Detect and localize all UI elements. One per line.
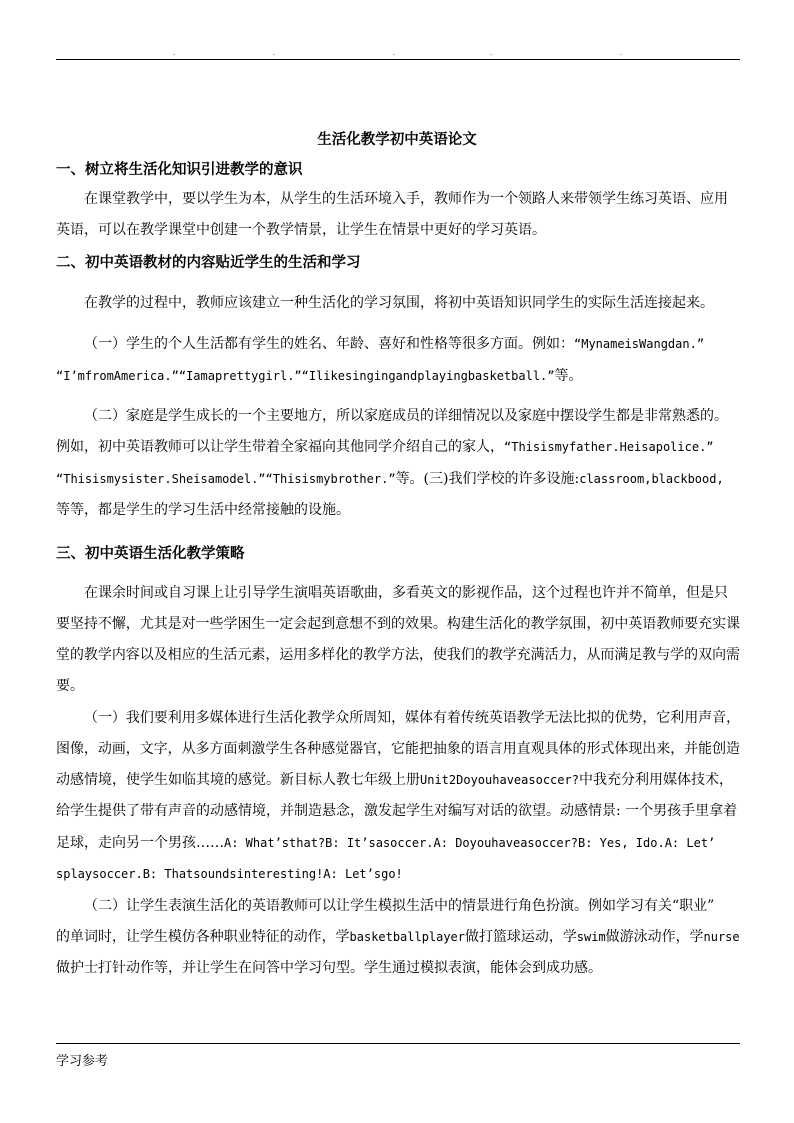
- text-run: 动感情境，使学生如临其境的感觉。新目标人教七年级上册: [56, 772, 420, 788]
- header-dot: .: [393, 49, 396, 57]
- header-dot: .: [620, 49, 623, 57]
- english-word: swim: [576, 930, 606, 944]
- text-run: 等。(三)我们学校的许多设施:: [395, 471, 580, 487]
- english-dialogue: splaysoccer.B: Thatsoundsinteresting!A: Let’sgo!: [56, 867, 403, 881]
- paragraph-line: 做护士打针动作等，并让学生在问答中学习句型。学生通过模拟表演，能体会到成功感。: [56, 960, 602, 976]
- paragraph-line: 给学生提供了带有声音的动感情境，并制造悬念，激发起学生对编写对话的欲望。动感情景: 一个男孩手里拿着: [56, 803, 738, 819]
- paragraph-line: [56, 469, 724, 489]
- header-rule: [56, 59, 740, 60]
- paragraph-line: 要。: [56, 678, 84, 694]
- english-example: “I’mfromAmerica.”“Iamaprettygirl.”“Ilikesingingandplayingbasketball.”: [56, 369, 555, 383]
- document-title: 生活化教学初中英语论文: [317, 132, 477, 148]
- english-example: “MynameisWangdan.”: [574, 337, 705, 351]
- english-example: Unit2Doyouhaveasoccer?: [420, 773, 579, 787]
- paragraph-line: 英语，可以在教学课堂中创建一个教学情景，让学生在情景中更好的学习英语。: [56, 222, 546, 238]
- paragraph-line: 在课余时间或自习课上让引导学生演唱英语歌曲，多看英文的影视作品，这个过程也许并不简单，但是只: [84, 585, 728, 601]
- paragraph-line: （二）让学生表演生活化的英语教师可以让学生模拟生活中的情景进行角色扮演。例如学习有关“职业”: [84, 898, 715, 914]
- text-run: 足球，走向另一个男孩……: [56, 835, 224, 851]
- paragraph-line: [56, 770, 733, 790]
- header-dot: .: [173, 49, 176, 57]
- text-run: 等。: [554, 368, 583, 384]
- paragraph-line: [56, 927, 740, 947]
- paragraph-line: （一）我们要利用多媒体进行生活化教学众所周知，媒体有着传统英语教学无法比拟的优势，它利用声音，: [84, 710, 741, 726]
- english-dialogue: A: What’sthat?B: It’sasoccer.A: Doyouhaveasoccer?B: Yes, Ido.A: Let’: [224, 836, 716, 850]
- text-run: 的单词时，让学生模仿各种职业特征的动作，学: [56, 929, 350, 945]
- paragraph-line: 图像，动画，文字，从多方面刺激学生各种感觉器官，它能把抽象的语言用直观具体的形式体现出来，并能创造: [56, 741, 741, 757]
- paragraph-line: [56, 437, 714, 457]
- section-heading-3: 三、初中英语生活化教学策略: [56, 546, 245, 562]
- english-word: nurse: [703, 930, 740, 944]
- text-run: 例如，初中英语教师可以让学生带着全家福向其他同学介绍自己的家人，: [56, 439, 504, 455]
- english-example: “Thisismysister.Sheisamodel.”“Thisismybrother.”: [56, 472, 396, 486]
- section-heading-2: 二、初中英语教材的内容贴近学生的生活和学习: [56, 255, 361, 271]
- paragraph-line: 在教学的过程中，教师应该建立一种生活化的学习氛围，将初中英语知识同学生的实际生活连接起来。: [84, 295, 714, 311]
- section-heading-1: 一、树立将生活化知识引进教学的意识: [56, 162, 303, 178]
- text-run: （一）学生的个人生活都有学生的姓名、年龄、喜好和性格等很多方面。例如：: [84, 336, 574, 352]
- paragraph-line: 堂的教学内容以及相应的生活元素，运用多样化的教学方法，使我们的教学充满活力，从而满足教与学的双向需: [56, 647, 741, 663]
- paragraph-line: 等等，都是学生的学习生活中经常接触的设施。: [56, 502, 350, 518]
- paragraph-line: [56, 833, 715, 853]
- header-dot: .: [490, 49, 493, 57]
- text-run: 做游泳动作，学: [605, 929, 704, 945]
- paragraph-line: [84, 334, 704, 354]
- header-dot: .: [273, 49, 276, 57]
- text-run: 中我充分利用媒体技术，: [578, 772, 733, 788]
- paragraph-line: （二）家庭是学生成长的一个主要地方，所以家庭成员的详细情况以及家庭中摆设学生都是非常熟悉的。: [84, 408, 728, 424]
- footer-rule: [56, 1043, 740, 1044]
- english-example: classroom,blackbood,: [579, 472, 724, 486]
- header-dots: [0, 50, 794, 56]
- english-example: “Thisismyfather.Heisapolice.”: [504, 440, 714, 454]
- footer-label: 学习参考: [56, 1054, 109, 1069]
- paragraph-line: 在课堂教学中，要以学生为本，从学生的生活环境入手，教师作为一个领路人来带领学生练习英语、应用: [84, 191, 728, 207]
- text-run: 做打篮球运动，学: [464, 929, 577, 945]
- paragraph-line: [56, 366, 583, 386]
- paragraph-line: [56, 864, 403, 884]
- english-word: basketballplayer: [349, 930, 465, 944]
- paragraph-line: 要坚持不懈，尤其是对一些学困生一定会起到意想不到的效果。构建生活化的教学氛围，初中英语教师要充实课: [56, 616, 741, 632]
